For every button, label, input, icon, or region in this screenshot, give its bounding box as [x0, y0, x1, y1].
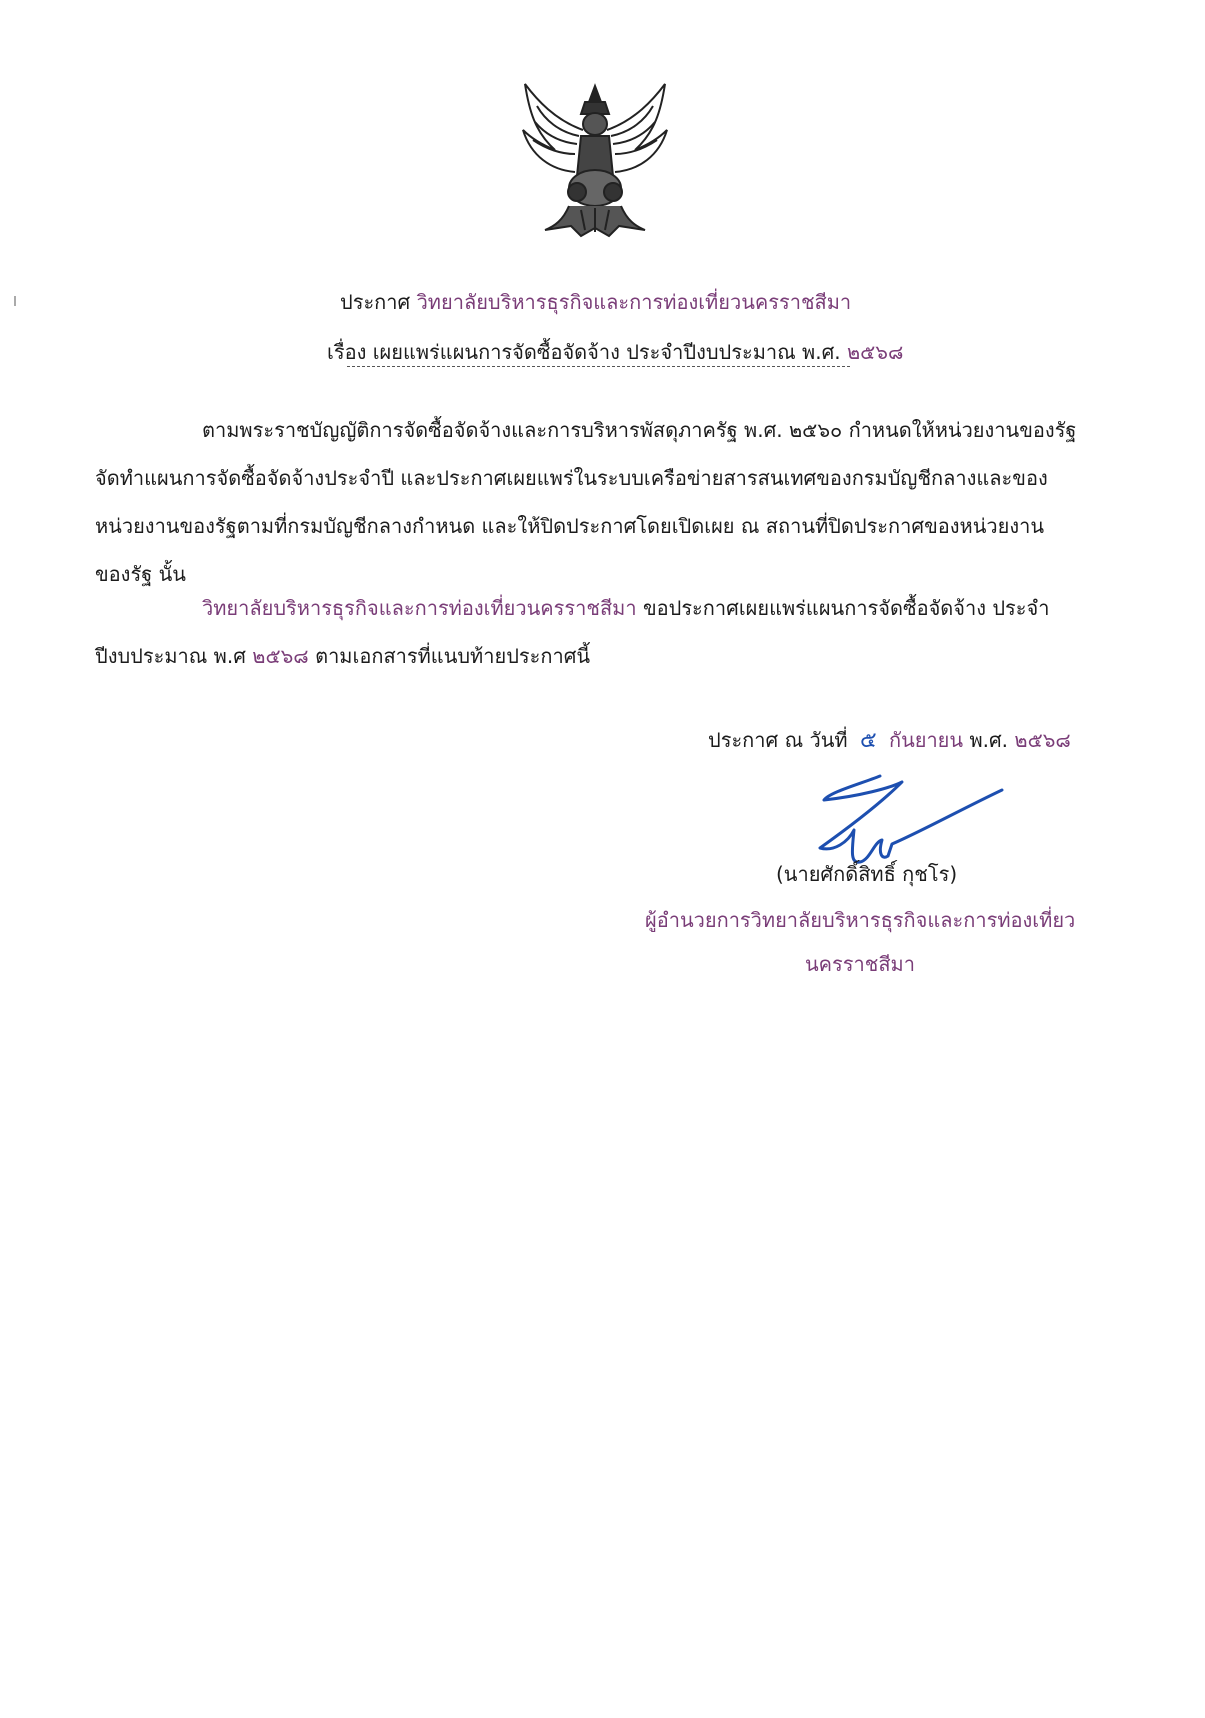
p2-year: ๒๕๖๘ [252, 644, 309, 668]
paragraph-2-line-1 [202, 594, 1050, 622]
p2-institution: วิทยาลัยบริหารธุรกิจและการท่องเที่ยวนครราชสีมา [202, 596, 637, 620]
paragraph-1-line-3: หน่วยงานของรัฐตามที่กรมบัญชีกลางกำหนด และให้ปิดประกาศโดยเปิดเผย ณ สถานที่ปิดประกาศของหน่วยงาน [95, 514, 1045, 538]
announce-prefix: ประกาศ [340, 290, 411, 314]
date-year: ๒๕๖๘ [1014, 728, 1071, 752]
subject-year: ๒๕๖๘ [846, 340, 904, 364]
signatory-name: (นายศักดิ์สิทธิ์ กุชโร) [776, 862, 958, 886]
p2-line2-prefix: ปีงบประมาณ พ.ศ [95, 644, 246, 668]
paragraph-1-line-2: จัดทำแผนการจัดซื้อจัดจ้างประจำปี และประกาศเผยแพร่ในระบบเครือข่ายสารสนเทศของกรมบัญชีกลางและของ [95, 466, 1048, 490]
signatory-position-line-2: นครราชสีมา [805, 952, 915, 976]
paragraph-2-line-2 [95, 642, 590, 670]
p2-line1-text: ขอประกาศเผยแพร่แผนการจัดซื้อจัดจ้าง ประจำ [642, 596, 1050, 620]
scan-mark [14, 296, 16, 306]
date-prefix: ประกาศ ณ วันที่ [708, 728, 848, 752]
date-month: กันยายน [888, 728, 964, 752]
announcement-subject [327, 338, 903, 366]
title-divider [347, 366, 850, 367]
paragraph-1-line-4: ของรัฐ นั้น [95, 562, 186, 586]
date-day: ๕ [859, 728, 877, 753]
announcement-title [340, 288, 851, 316]
announcement-date [708, 726, 1071, 755]
p2-line2-text: ตามเอกสารที่แนบท้ายประกาศนี้ [315, 644, 591, 668]
title-institution: วิทยาลัยบริหารธุรกิจและการท่องเที่ยวนครราชสีมา [416, 290, 852, 314]
paragraph-1-line-1: ตามพระราชบัญญัติการจัดซื้อจัดจ้างและการบริหารพัสดุภาครัฐ พ.ศ. ๒๕๖๐ กำหนดให้หน่วยงานของรัฐ [202, 418, 1077, 442]
date-era: พ.ศ. [969, 728, 1009, 752]
garuda-emblem-icon [515, 80, 675, 240]
signatory-position-line-1: ผู้อำนวยการวิทยาลัยบริหารธุรกิจและการท่องเที่ยว [645, 908, 1076, 932]
subject-text: เรื่อง เผยแพร่แผนการจัดซื้อจัดจ้าง ประจำปีงบประมาณ พ.ศ. [327, 340, 841, 364]
